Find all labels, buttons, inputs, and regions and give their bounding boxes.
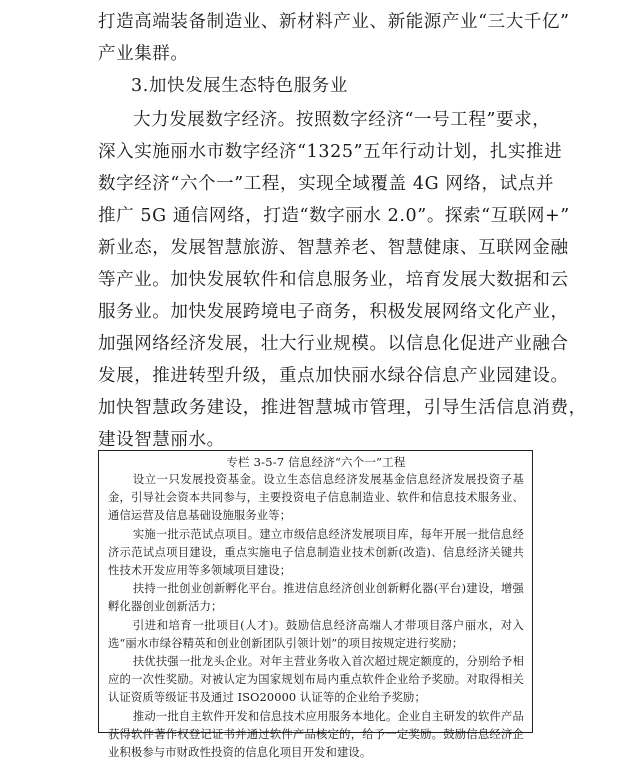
box-item: 推动一批自主软件开发和信息技术应用服务本地化。企业自主研发的软件产品获得软件著作权登记证书并通过软件产品核定的，给予一定奖励。鼓励信息经济企业积极参与市财政性投资的信息化项目开发和建设。: [108, 709, 524, 760]
box-item: 设立一只发展投资基金。设立生态信息经济发展基金信息经济发展投资子基金，引导社会资本共同参与，主要投资电子信息制造业、软件和信息技术服务业、通信运营及信息基础设施服务业等；: [108, 473, 524, 523]
text-line: 新业态，发展智慧旅游、智慧养老、智慧健康、互联网金融: [98, 238, 569, 258]
box-item: 引进和培育一批项目(人才)。鼓励信息经济高端人才带项目落户丽水，对入选“丽水市绿谷精英和创业创新团队引领计划”的项目按规定进行奖励；: [108, 618, 524, 650]
box-title: 专栏 3-5-7 信息经济“六个一”工程: [226, 455, 406, 469]
text-line: 推广 5G 通信网络，打造“数字丽水 2.0”。探索“互联网+”: [98, 206, 570, 226]
text-line: 打造高端装备制造业、新材料产业、新能源产业“三大千亿”: [98, 12, 570, 32]
box-item: 实施一批示范试点项目。建立市级信息经济发展项目库，每年开展一批信息经济示范试点项目建设，重点实施电子信息制造业技术创新(改造)、信息经济关键共性技术开发应用等多领域项目建设；: [108, 527, 524, 578]
text-line: 服务业。加快发展跨境电子商务，积极发展网络文化产业，: [98, 302, 569, 322]
text-line: 数字经济“六个一”工程，实现全域覆盖 4G 网络，试点并: [98, 174, 554, 194]
text-line: 建设智慧丽水。: [98, 430, 225, 450]
text-line: 等产业。加快发展软件和信息服务业，培育发展大数据和云: [98, 270, 569, 290]
text-line: 加强网络经济发展，壮大行业规模。以信息化促进产业融合: [98, 334, 569, 354]
text-line: 加快智慧政务建设，推进智慧城市管理，引导生活信息消费，: [98, 398, 587, 418]
text-line: 发展，推进转型升级，重点加快丽水绿谷信息产业园建设。: [98, 366, 569, 386]
section-heading: 3.加快发展生态特色服务业: [131, 76, 348, 96]
box-item: 扶持一批创业创新孵化平台。推进信息经济创业创新孵化器(平台)建设，增强孵化器创业创新活力；: [108, 582, 524, 614]
intro-text: [98, 6, 570, 70]
box-item: 扶优扶强一批龙头企业。对年主营业务收入首次超过规定额度的，分别给予相应的一次性奖励。对被认定为国家规划布局内重点软件企业给予奖励。对取得相关认证资质等级证书及通过 ISO20000 认证等的企业给予奖励；: [108, 655, 524, 705]
text-line: 大力发展数字经济。按照数字经济“一号工程”要求，: [133, 110, 551, 130]
text-line: 深入实施丽水市数字经济“1325”五年行动计划，扎实推进: [98, 142, 563, 162]
body-paragraph: [98, 104, 587, 456]
sidebar-box: [98, 450, 533, 760]
text-line: 产业集群。: [98, 44, 189, 64]
